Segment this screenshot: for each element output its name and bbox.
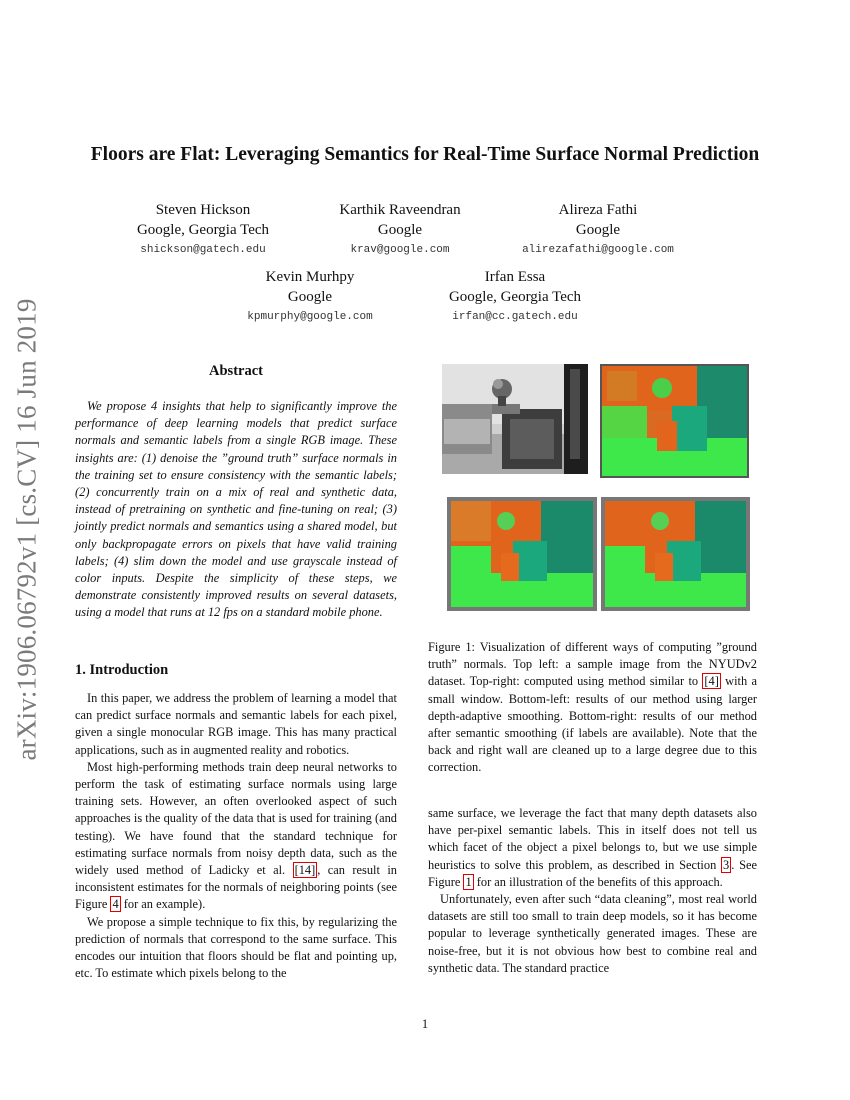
figure-ref-link[interactable]: 1 bbox=[465, 874, 472, 889]
intro-paragraph-2: Most high-performing methods train deep neural networks to perform the task of estimating surface normals using large training sets. However, an often overlooked aspect of such approaches is the quality of the data that is used for training (and testing). We have found that the standard technique for estimating surface normals from noisy depth data, such as the widely used method of Ladicky et al. [14] , can result in inconsistent estimates for the normals of neighboring points (see Figure 4 for an example). bbox=[75, 759, 397, 912]
author-name: Alireza Fathi bbox=[558, 202, 638, 218]
body-paragraph-1: same surface, we leverage the fact that many depth datasets also have per-pixel semantic labels. This in itself does not tell us which facet of the object a pixel belongs to, but we use simple heuristics to solve this problem, as described in Section 3 . See Figure 1 for an illustration of the benefits of this approach. bbox=[428, 806, 757, 889]
figure-image-rgb bbox=[442, 364, 588, 474]
abstract-body bbox=[75, 398, 397, 622]
intro-paragraph-3: We propose a simple technique to fix this, by regularizing the prediction of normals that correspond to the same surface. This encodes our intuition that floors should be flat and pointing up, etc. To estimate which pixels belong to the bbox=[75, 914, 397, 981]
author-block-1 bbox=[118, 200, 288, 256]
normals-map-graphic bbox=[451, 501, 593, 607]
author-block-3 bbox=[500, 200, 696, 256]
author-email[interactable]: kpmurphy@google.com bbox=[247, 311, 373, 323]
author-affiliation: Google bbox=[575, 222, 621, 238]
author-affiliation: Google, Georgia Tech bbox=[136, 222, 270, 238]
page-number: 1 bbox=[421, 1017, 429, 1031]
citation-link[interactable]: [14] bbox=[294, 863, 316, 878]
figure-ref-link[interactable]: 4 bbox=[112, 897, 119, 912]
right-column-body bbox=[428, 805, 757, 977]
figure-image-normals-adaptive bbox=[447, 497, 597, 611]
author-block-2 bbox=[310, 200, 490, 256]
author-name: Irfan Essa bbox=[484, 269, 546, 285]
author-block-5 bbox=[425, 267, 605, 323]
arxiv-stamp: arXiv:1906.06792v1 [cs.CV] 16 Jun 2019 bbox=[11, 298, 42, 761]
author-email[interactable]: alirezafathi@google.com bbox=[522, 244, 674, 256]
paper-title: Floors are Flat: Leveraging Semantics for Real-Time Surface Normal Prediction bbox=[90, 144, 760, 165]
figure-image-normals-small-window bbox=[600, 364, 749, 478]
body-paragraph-2: Unfortunately, even after such “data cleaning”, most real world datasets are still too small to train deep models, so it has become popular to leverage synthetically generated images. These are noise-free, but it is not obvious how best to combine real and synthetic data. The standard practice bbox=[428, 892, 757, 975]
normals-map-graphic bbox=[605, 501, 746, 607]
room-photo-graphic bbox=[442, 364, 588, 474]
abstract-text: We propose 4 insights that help to significantly improve the performance of deep learning models that predict surface normals and semantic labels from a single RGB image. These insights are: (1) denoise the ”ground truth” surface normals in the training set to ensure consistency with the semantic labels; (2) concurrently train on a mix of real and synthetic data, instead of pretraining on synthetic and fine-tuning on real; (3) jointly predict normals and semantics using a shared model, but only backpropagate errors on pixels that have valid training labels; (4) slim down the model and use grayscale instead of color inputs. Despite the simplicity of these steps, we demonstrate consistently improved results on several datasets, using a model that runs at 12 fps on a standard mobile phone. bbox=[75, 399, 397, 620]
author-affiliation: Google, Georgia Tech bbox=[448, 289, 582, 305]
author-name: Steven Hickson bbox=[155, 202, 251, 218]
author-affiliation: Google bbox=[377, 222, 423, 238]
section-ref-link[interactable]: 3 bbox=[723, 857, 730, 872]
author-email[interactable]: shickson@gatech.edu bbox=[140, 244, 266, 256]
figure-caption: Figure 1: Visualization of different ways of computing ”ground truth” normals. Top left: a sample image from the NYUDv2 dataset. Top-right: computed using method similar to [4] with a small window. Bottom-left: results of our method using larger depth-adaptive smoothing. Bottom-right: results of our method after semantic smoothing (if labels are available). Note that the back and right wall are cleaned up to a large degree due to this correction. bbox=[428, 640, 757, 775]
intro-paragraph-1: In this paper, we address the problem of learning a model that can predict surface normals and semantic labels for each pixel, given a single monocular RGB image. This has many practical applications, such as in augmented reality and robotics. bbox=[75, 691, 397, 757]
figure-image-normals-semantic bbox=[601, 497, 750, 611]
citation-link[interactable]: [4] bbox=[704, 674, 719, 689]
author-email[interactable]: irfan@cc.gatech.edu bbox=[452, 311, 578, 323]
intro-body bbox=[75, 690, 397, 982]
normals-map-graphic bbox=[602, 366, 747, 476]
author-name: Karthik Raveendran bbox=[339, 202, 461, 218]
author-affiliation: Google bbox=[287, 289, 333, 305]
author-name: Kevin Murhpy bbox=[265, 269, 355, 285]
intro-heading: 1. Introduction bbox=[75, 662, 169, 678]
abstract-heading: Abstract bbox=[209, 363, 263, 379]
author-block-4 bbox=[220, 267, 400, 323]
author-email[interactable]: krav@google.com bbox=[350, 244, 450, 256]
